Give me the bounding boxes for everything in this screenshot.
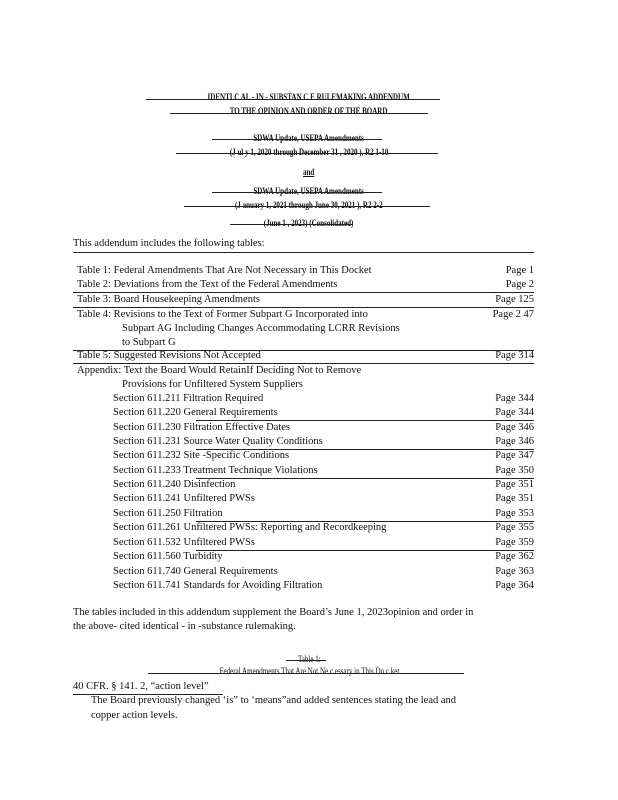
toc-entry-page: Page 314 xyxy=(495,350,534,361)
toc-entry-page: Page 2 xyxy=(505,279,534,290)
note-line2: copper action levels. xyxy=(91,710,178,721)
toc-entry-label: Section 611.231 Source Water Quality Conditions xyxy=(113,436,323,447)
table1-subtitle-rule xyxy=(148,673,464,674)
addendum-title-line1: IDENTI C AL - IN - SUBSTAN C E RULEMAKING ADDENDUM xyxy=(207,93,411,103)
toc-entry-page: Page 355 xyxy=(495,522,534,533)
toc-entry-label: Section 611.532 Unfiltered PWSs xyxy=(113,537,255,548)
toc-entry-label: Section 611.560 Turbidity xyxy=(113,551,223,562)
toc-entry-label: Appendix: Text the Board Would RetainIf Deciding Not to Remove xyxy=(77,365,362,376)
title-rule-2 xyxy=(170,113,428,114)
toc-entry-page: Page 125 xyxy=(495,294,534,305)
toc-entry-page: Page 1 xyxy=(505,265,534,276)
toc-entry-page: Page 344 xyxy=(495,393,534,404)
docket-block1-line1: SDWA Update, USEPA Amendments xyxy=(253,134,365,144)
intro-text: This addendum includes the following tables: xyxy=(73,238,265,249)
docket-rule-1 xyxy=(212,139,382,140)
toc-separator-rule xyxy=(73,292,534,293)
title-rule-1 xyxy=(146,99,440,100)
toc-entry-label: Table 2: Deviations from the Text of the Federal Amendments xyxy=(77,279,338,290)
docket-block2-line1: SDWA Update, USEPA Amendments xyxy=(253,187,365,197)
toc-entry-label: Section 611.230 Filtration Effective Dates xyxy=(113,422,291,433)
docket-block2-line2: (J anuary 1, 2021 through June 30, 2021 ), R2 2-2 xyxy=(235,201,383,211)
docket-rule-4 xyxy=(184,206,430,207)
docket-block1-line2: (J ul y 1, 2020 through December 31 , 2020 ), R2 1-10 xyxy=(229,148,389,158)
toc-separator-rule xyxy=(196,449,534,450)
toc-separator-rule xyxy=(196,478,534,479)
toc-entry-label: Section 611.232 Site -Specific Conditions xyxy=(113,450,290,461)
toc-entry-label: Section 611.241 Unfiltered PWSs xyxy=(113,493,255,504)
toc-entry-label: Section 611.740 General Requirements xyxy=(113,566,278,577)
table1-title: Table 1: xyxy=(297,655,321,665)
toc-entry-page: Page 362 xyxy=(495,551,534,562)
toc-separator-rule xyxy=(73,307,534,308)
note-line1: The Board previously changed ‘is” to ‘means”and added sentences stating the lead and xyxy=(91,695,457,706)
toc-entry-page: Page 351 xyxy=(495,479,534,490)
toc-entry-label: Section 611.220 General Requirements xyxy=(113,407,278,418)
intro-rule xyxy=(73,252,534,253)
toc-entry-page: Page 364 xyxy=(495,580,534,591)
toc-entry-page: Page 346 xyxy=(495,436,534,447)
table1-subtitle: Federal Amendments That Are Not Ne c essary in This Do c ket xyxy=(219,667,399,677)
toc-entry-page: Page 347 xyxy=(495,450,534,461)
toc-separator-rule xyxy=(73,350,534,351)
consolidated-rule xyxy=(230,224,352,225)
toc-entry-label: Section 611.240 Disinfection xyxy=(113,479,236,490)
toc-entry-label: Section 611.741 Standards for Avoiding Filtration xyxy=(113,580,323,591)
and-connector: and xyxy=(303,168,315,178)
toc-entry-page: Page 2 47 xyxy=(492,309,534,320)
paragraph-line2: the above- cited identical - in -substance rulemaking. xyxy=(73,621,296,632)
toc-entry-page: Page 359 xyxy=(495,537,534,548)
toc-entry-page: Page 351 xyxy=(495,493,534,504)
toc-entry-label: Table 1: Federal Amendments That Are Not Necessary in This Docket xyxy=(77,265,372,276)
consolidated-date: (June 1 , 2023) (Consolidated) xyxy=(264,219,354,229)
toc-entry-label: Subpart AG Including Changes Accommodating LCRR Revisions xyxy=(122,323,400,334)
toc-entry-label: Provisions for Unfiltered System Suppliers xyxy=(122,379,303,390)
docket-rule-3 xyxy=(212,192,382,193)
toc-entry-page: Page 363 xyxy=(495,566,534,577)
toc-separator-rule xyxy=(196,550,534,551)
toc-entry-page: Page 350 xyxy=(495,465,534,476)
toc-entry-label: Section 611.233 Treatment Technique Violations xyxy=(113,465,318,476)
toc-entry-label: to Subpart G xyxy=(122,337,176,348)
toc-separator-rule xyxy=(196,420,534,421)
toc-entry-label: Section 611.250 Filtration xyxy=(113,508,223,519)
toc-entry-page: Page 344 xyxy=(495,407,534,418)
toc-entry-label: Table 3: Board Housekeeping Amendments xyxy=(77,294,260,305)
cfr-citation: 40 CFR. § 141. 2, “action level” xyxy=(73,681,209,692)
toc-entry-page: Page 346 xyxy=(495,422,534,433)
toc-separator-rule xyxy=(73,363,534,364)
paragraph-line1: The tables included in this addendum supplement the Board’s June 1, 2023opinion and order in xyxy=(73,607,474,618)
docket-rule-2 xyxy=(176,153,438,154)
toc-entry-label: Section 611.211 Filtration Required xyxy=(113,393,264,404)
toc-entry-label: Table 4: Revisions to the Text of Former Subpart G Incorporated into xyxy=(77,309,368,320)
toc-separator-rule xyxy=(196,521,534,522)
toc-entry-page: Page 353 xyxy=(495,508,534,519)
toc-entry-label: Table 5: Suggested Revisions Not Accepted xyxy=(77,350,261,361)
addendum-title-line2: TO THE OPINION AND ORDER OF THE BOARD xyxy=(230,107,388,117)
toc-entry-label: Section 611.261 Unfiltered PWSs: Reporting and Recordkeeping xyxy=(113,522,387,533)
